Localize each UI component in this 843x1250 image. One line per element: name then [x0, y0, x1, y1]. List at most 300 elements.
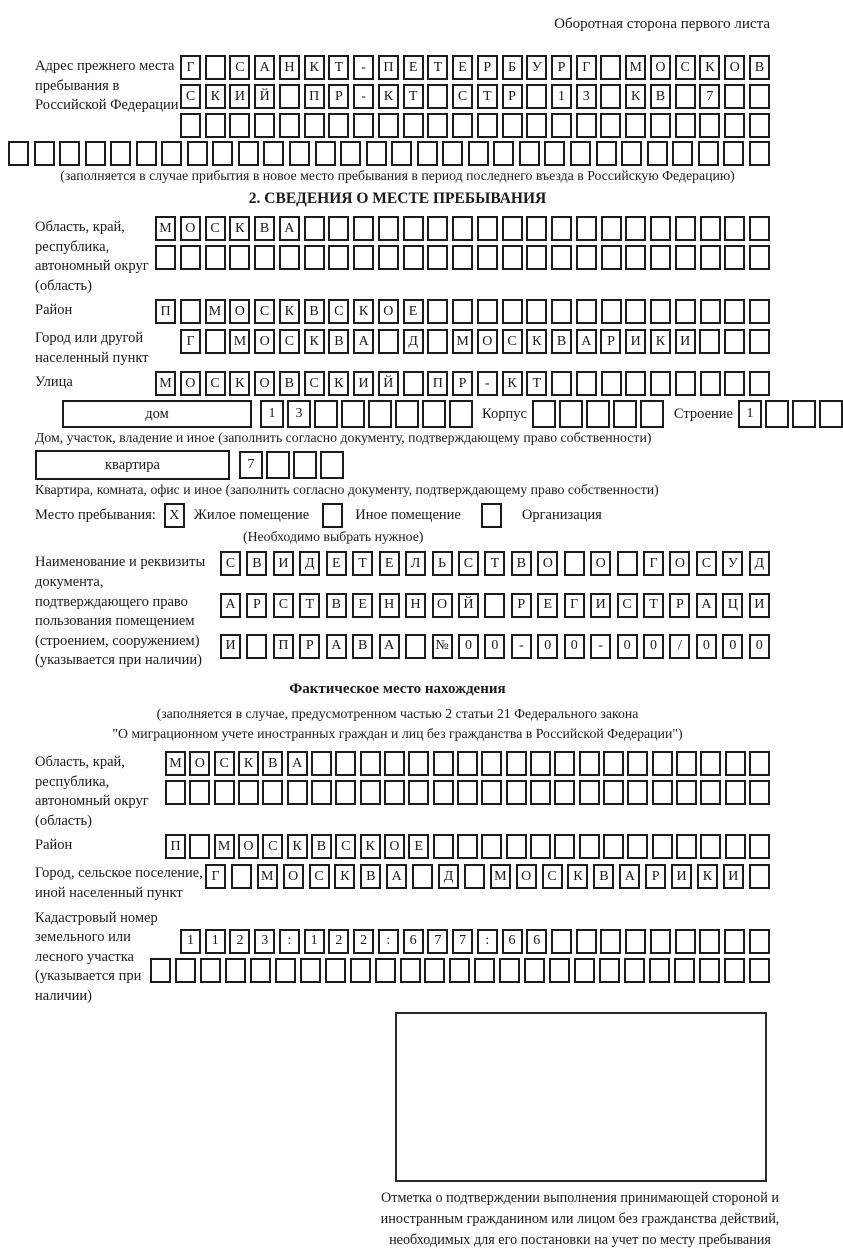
char-box[interactable]: В [246, 551, 267, 576]
char-box[interactable] [275, 958, 296, 983]
char-box[interactable]: К [328, 371, 349, 396]
char-box[interactable] [749, 84, 770, 109]
char-box[interactable]: 1 [738, 400, 762, 428]
house-type-field[interactable]: дом [62, 400, 252, 428]
char-box[interactable]: М [625, 55, 646, 80]
char-box[interactable]: И [229, 84, 250, 109]
char-box[interactable] [378, 216, 399, 241]
char-box[interactable]: П [378, 55, 399, 80]
char-box[interactable]: Г [180, 329, 201, 354]
char-box[interactable]: О [238, 834, 259, 859]
char-box[interactable] [225, 958, 246, 983]
char-box[interactable] [749, 834, 770, 859]
char-box[interactable]: 3 [287, 400, 311, 428]
char-box[interactable]: К [502, 371, 523, 396]
char-box[interactable]: К [238, 751, 259, 776]
char-box[interactable]: В [551, 329, 572, 354]
char-box[interactable] [231, 864, 252, 889]
char-box[interactable]: Т [484, 551, 505, 576]
char-box[interactable] [700, 216, 721, 241]
char-box[interactable] [792, 400, 816, 428]
char-box[interactable] [353, 113, 374, 138]
char-box[interactable] [304, 113, 325, 138]
char-box[interactable] [724, 216, 745, 241]
char-box[interactable] [650, 929, 671, 954]
char-box[interactable]: С [696, 551, 717, 576]
char-box[interactable] [700, 371, 721, 396]
char-box[interactable] [360, 751, 381, 776]
char-box[interactable]: В [352, 634, 373, 659]
char-box[interactable]: К [697, 864, 718, 889]
char-box[interactable] [613, 400, 637, 428]
char-box[interactable]: - [511, 634, 532, 659]
char-box[interactable] [564, 551, 585, 576]
char-box[interactable] [328, 113, 349, 138]
char-box[interactable]: П [165, 834, 186, 859]
char-box[interactable]: О [378, 299, 399, 324]
char-box[interactable]: О [254, 371, 275, 396]
char-box[interactable]: К [353, 299, 374, 324]
char-box[interactable]: А [254, 55, 275, 80]
char-box[interactable]: 6 [403, 929, 424, 954]
char-box[interactable] [353, 216, 374, 241]
char-box[interactable] [375, 958, 396, 983]
char-box[interactable]: И [723, 864, 744, 889]
char-box[interactable]: И [353, 371, 374, 396]
char-box[interactable]: М [490, 864, 511, 889]
char-box[interactable] [481, 780, 502, 805]
char-box[interactable]: И [220, 634, 241, 659]
char-box[interactable]: : [477, 929, 498, 954]
char-box[interactable] [724, 329, 745, 354]
char-box[interactable] [263, 141, 284, 166]
char-box[interactable]: Р [299, 634, 320, 659]
char-box[interactable] [502, 216, 523, 241]
char-box[interactable] [650, 371, 671, 396]
char-box[interactable]: Е [379, 551, 400, 576]
char-box[interactable]: М [257, 864, 278, 889]
char-box[interactable]: П [155, 299, 176, 324]
char-box[interactable]: Р [452, 371, 473, 396]
char-box[interactable] [819, 400, 843, 428]
char-box[interactable] [433, 780, 454, 805]
char-box[interactable] [625, 299, 646, 324]
char-box[interactable]: 2 [328, 929, 349, 954]
char-box[interactable]: В [749, 55, 770, 80]
char-box[interactable]: С [309, 864, 330, 889]
char-box[interactable]: 2 [353, 929, 374, 954]
char-box[interactable] [532, 400, 556, 428]
char-box[interactable]: С [205, 216, 226, 241]
char-box[interactable] [749, 958, 770, 983]
char-box[interactable]: Р [645, 864, 666, 889]
char-box[interactable] [452, 299, 473, 324]
char-box[interactable] [625, 929, 646, 954]
char-box[interactable]: Т [477, 84, 498, 109]
char-box[interactable] [526, 113, 547, 138]
char-box[interactable] [600, 113, 621, 138]
char-box[interactable] [600, 84, 621, 109]
char-box[interactable] [341, 400, 365, 428]
char-box[interactable] [229, 245, 250, 270]
char-box[interactable]: С [335, 834, 356, 859]
char-box[interactable] [384, 751, 405, 776]
char-box[interactable]: О [537, 551, 558, 576]
char-box[interactable] [551, 245, 572, 270]
char-box[interactable]: У [722, 551, 743, 576]
char-box[interactable]: И [625, 329, 646, 354]
char-box[interactable]: 1 [260, 400, 284, 428]
char-box[interactable] [601, 216, 622, 241]
char-box[interactable] [749, 141, 770, 166]
char-box[interactable] [601, 371, 622, 396]
char-box[interactable]: В [328, 329, 349, 354]
char-box[interactable] [279, 84, 300, 109]
char-box[interactable]: М [155, 216, 176, 241]
char-box[interactable] [311, 780, 332, 805]
char-box[interactable] [554, 751, 575, 776]
char-box[interactable] [625, 245, 646, 270]
char-box[interactable] [452, 245, 473, 270]
char-box[interactable]: О [724, 55, 745, 80]
char-box[interactable] [699, 113, 720, 138]
char-box[interactable] [279, 113, 300, 138]
char-box[interactable]: Г [643, 551, 664, 576]
char-box[interactable]: В [360, 864, 381, 889]
char-box[interactable] [749, 113, 770, 138]
char-box[interactable] [554, 834, 575, 859]
char-box[interactable] [559, 400, 583, 428]
char-box[interactable]: П [427, 371, 448, 396]
char-box[interactable]: О [180, 216, 201, 241]
char-box[interactable]: К [699, 55, 720, 80]
char-box[interactable] [484, 593, 505, 618]
char-box[interactable]: 7 [452, 929, 473, 954]
char-box[interactable] [293, 451, 317, 479]
char-box[interactable] [652, 751, 673, 776]
char-box[interactable]: А [576, 329, 597, 354]
char-box[interactable] [150, 958, 171, 983]
char-box[interactable] [551, 216, 572, 241]
char-box[interactable]: О [432, 593, 453, 618]
char-box[interactable]: № [432, 634, 453, 659]
char-box[interactable] [502, 113, 523, 138]
char-box[interactable] [724, 371, 745, 396]
char-box[interactable]: - [353, 84, 374, 109]
char-box[interactable]: У [526, 55, 547, 80]
char-box[interactable] [725, 751, 746, 776]
char-box[interactable] [287, 780, 308, 805]
char-box[interactable] [506, 751, 527, 776]
char-box[interactable]: А [353, 329, 374, 354]
char-box[interactable]: С [220, 551, 241, 576]
char-box[interactable] [551, 113, 572, 138]
char-box[interactable]: С [214, 751, 235, 776]
char-box[interactable] [254, 245, 275, 270]
char-box[interactable]: Р [477, 55, 498, 80]
char-box[interactable]: А [696, 593, 717, 618]
char-box[interactable] [85, 141, 106, 166]
char-box[interactable] [576, 929, 597, 954]
char-box[interactable]: - [353, 55, 374, 80]
char-box[interactable] [675, 371, 696, 396]
char-box[interactable] [457, 834, 478, 859]
char-box[interactable]: С [273, 593, 294, 618]
char-box[interactable]: О [650, 55, 671, 80]
char-box[interactable] [350, 958, 371, 983]
char-box[interactable]: 0 [696, 634, 717, 659]
char-box[interactable] [603, 834, 624, 859]
char-box[interactable] [8, 141, 29, 166]
char-box[interactable] [427, 113, 448, 138]
char-box[interactable]: 0 [722, 634, 743, 659]
char-box[interactable] [749, 245, 770, 270]
char-box[interactable] [502, 299, 523, 324]
char-box[interactable]: Р [551, 55, 572, 80]
char-box[interactable]: Ц [722, 593, 743, 618]
char-box[interactable]: Т [403, 84, 424, 109]
char-box[interactable] [627, 834, 648, 859]
char-box[interactable]: М [452, 329, 473, 354]
char-box[interactable] [250, 958, 271, 983]
char-box[interactable] [165, 780, 186, 805]
char-box[interactable] [189, 780, 210, 805]
char-box[interactable]: В [304, 299, 325, 324]
char-box[interactable] [725, 780, 746, 805]
char-box[interactable] [408, 780, 429, 805]
char-box[interactable]: О [477, 329, 498, 354]
char-box[interactable]: К [567, 864, 588, 889]
char-box[interactable]: Т [352, 551, 373, 576]
char-box[interactable]: С [262, 834, 283, 859]
char-box[interactable]: С [458, 551, 479, 576]
char-box[interactable]: А [386, 864, 407, 889]
char-box[interactable]: С [542, 864, 563, 889]
char-box[interactable] [627, 780, 648, 805]
char-box[interactable] [544, 141, 565, 166]
char-box[interactable]: О [180, 371, 201, 396]
char-box[interactable] [600, 55, 621, 80]
char-box[interactable] [325, 958, 346, 983]
char-box[interactable]: С [180, 84, 201, 109]
char-box[interactable]: К [360, 834, 381, 859]
char-box[interactable] [676, 834, 697, 859]
char-box[interactable]: 0 [484, 634, 505, 659]
char-box[interactable] [749, 216, 770, 241]
char-box[interactable]: 3 [254, 929, 275, 954]
char-box[interactable] [136, 141, 157, 166]
char-box[interactable] [477, 299, 498, 324]
char-box[interactable] [320, 451, 344, 479]
char-box[interactable] [621, 141, 642, 166]
char-box[interactable]: Р [502, 84, 523, 109]
char-box[interactable] [189, 834, 210, 859]
char-box[interactable] [672, 141, 693, 166]
char-box[interactable] [481, 834, 502, 859]
char-box[interactable] [700, 751, 721, 776]
char-box[interactable] [378, 329, 399, 354]
char-box[interactable] [650, 113, 671, 138]
char-box[interactable] [477, 113, 498, 138]
char-box[interactable] [749, 929, 770, 954]
char-box[interactable]: 6 [526, 929, 547, 954]
char-box[interactable]: С [328, 299, 349, 324]
char-box[interactable] [570, 141, 591, 166]
char-box[interactable] [675, 84, 696, 109]
char-box[interactable] [596, 141, 617, 166]
checkbox-residential[interactable]: X [164, 503, 185, 528]
char-box[interactable]: Й [458, 593, 479, 618]
char-box[interactable] [279, 245, 300, 270]
char-box[interactable]: - [477, 371, 498, 396]
char-box[interactable]: В [262, 751, 283, 776]
char-box[interactable] [464, 864, 485, 889]
char-box[interactable] [724, 113, 745, 138]
char-box[interactable]: Р [246, 593, 267, 618]
char-box[interactable] [422, 400, 446, 428]
char-box[interactable]: Т [328, 55, 349, 80]
char-box[interactable] [452, 113, 473, 138]
char-box[interactable]: Г [576, 55, 597, 80]
char-box[interactable]: 7 [699, 84, 720, 109]
char-box[interactable] [650, 245, 671, 270]
char-box[interactable] [699, 929, 720, 954]
char-box[interactable] [549, 958, 570, 983]
char-box[interactable] [526, 84, 547, 109]
char-box[interactable] [34, 141, 55, 166]
char-box[interactable] [551, 371, 572, 396]
char-box[interactable] [625, 216, 646, 241]
char-box[interactable] [676, 751, 697, 776]
char-box[interactable] [59, 141, 80, 166]
char-box[interactable] [412, 864, 433, 889]
char-box[interactable] [315, 141, 336, 166]
char-box[interactable]: К [378, 84, 399, 109]
char-box[interactable] [530, 751, 551, 776]
char-box[interactable]: Г [564, 593, 585, 618]
char-box[interactable]: Т [427, 55, 448, 80]
char-box[interactable] [519, 141, 540, 166]
char-box[interactable]: О [254, 329, 275, 354]
char-box[interactable] [724, 299, 745, 324]
char-box[interactable]: С [205, 371, 226, 396]
char-box[interactable]: Р [669, 593, 690, 618]
char-box[interactable] [650, 216, 671, 241]
char-box[interactable]: Е [408, 834, 429, 859]
char-box[interactable] [335, 780, 356, 805]
char-box[interactable]: И [675, 329, 696, 354]
char-box[interactable] [650, 299, 671, 324]
char-box[interactable]: О [229, 299, 250, 324]
char-box[interactable] [328, 245, 349, 270]
char-box[interactable] [457, 780, 478, 805]
char-box[interactable]: О [590, 551, 611, 576]
char-box[interactable]: Л [405, 551, 426, 576]
char-box[interactable] [724, 84, 745, 109]
char-box[interactable]: Н [379, 593, 400, 618]
char-box[interactable] [749, 751, 770, 776]
char-box[interactable]: Р [600, 329, 621, 354]
char-box[interactable] [266, 451, 290, 479]
char-box[interactable]: Г [205, 864, 226, 889]
char-box[interactable] [378, 113, 399, 138]
char-box[interactable]: Т [526, 371, 547, 396]
char-box[interactable] [579, 834, 600, 859]
char-box[interactable] [502, 245, 523, 270]
char-box[interactable] [603, 751, 624, 776]
char-box[interactable]: К [304, 329, 325, 354]
char-box[interactable]: О [669, 551, 690, 576]
char-box[interactable] [300, 958, 321, 983]
char-box[interactable] [649, 958, 670, 983]
char-box[interactable]: К [229, 371, 250, 396]
char-box[interactable] [675, 113, 696, 138]
char-box[interactable] [526, 299, 547, 324]
char-box[interactable] [400, 958, 421, 983]
char-box[interactable]: В [650, 84, 671, 109]
char-box[interactable] [499, 958, 520, 983]
char-box[interactable] [676, 780, 697, 805]
char-box[interactable] [700, 780, 721, 805]
char-box[interactable]: С [279, 329, 300, 354]
char-box[interactable]: Е [326, 551, 347, 576]
char-box[interactable]: 0 [537, 634, 558, 659]
char-box[interactable] [427, 216, 448, 241]
char-box[interactable] [360, 780, 381, 805]
char-box[interactable]: К [287, 834, 308, 859]
char-box[interactable] [238, 141, 259, 166]
char-box[interactable] [576, 371, 597, 396]
char-box[interactable]: А [287, 751, 308, 776]
char-box[interactable] [526, 216, 547, 241]
char-box[interactable] [749, 371, 770, 396]
char-box[interactable]: П [273, 634, 294, 659]
char-box[interactable]: И [590, 593, 611, 618]
char-box[interactable] [353, 245, 374, 270]
char-box[interactable] [574, 958, 595, 983]
apartment-type-field[interactable]: квартира [35, 450, 230, 480]
char-box[interactable] [481, 751, 502, 776]
char-box[interactable]: С [617, 593, 638, 618]
char-box[interactable] [675, 245, 696, 270]
char-box[interactable]: Й [378, 371, 399, 396]
char-box[interactable]: П [304, 84, 325, 109]
char-box[interactable]: М [155, 371, 176, 396]
char-box[interactable] [674, 958, 695, 983]
char-box[interactable] [214, 780, 235, 805]
char-box[interactable]: С [502, 329, 523, 354]
char-box[interactable]: 0 [564, 634, 585, 659]
char-box[interactable]: К [625, 84, 646, 109]
char-box[interactable] [724, 245, 745, 270]
char-box[interactable]: Д [299, 551, 320, 576]
char-box[interactable]: А [326, 634, 347, 659]
char-box[interactable] [403, 216, 424, 241]
char-box[interactable] [700, 245, 721, 270]
char-box[interactable] [524, 958, 545, 983]
char-box[interactable] [449, 400, 473, 428]
char-box[interactable] [408, 751, 429, 776]
char-box[interactable]: Д [403, 329, 424, 354]
char-box[interactable] [304, 245, 325, 270]
char-box[interactable]: 1 [551, 84, 572, 109]
char-box[interactable] [175, 958, 196, 983]
char-box[interactable] [526, 245, 547, 270]
char-box[interactable] [205, 113, 226, 138]
char-box[interactable] [625, 113, 646, 138]
char-box[interactable]: 1 [304, 929, 325, 954]
char-box[interactable]: В [311, 834, 332, 859]
